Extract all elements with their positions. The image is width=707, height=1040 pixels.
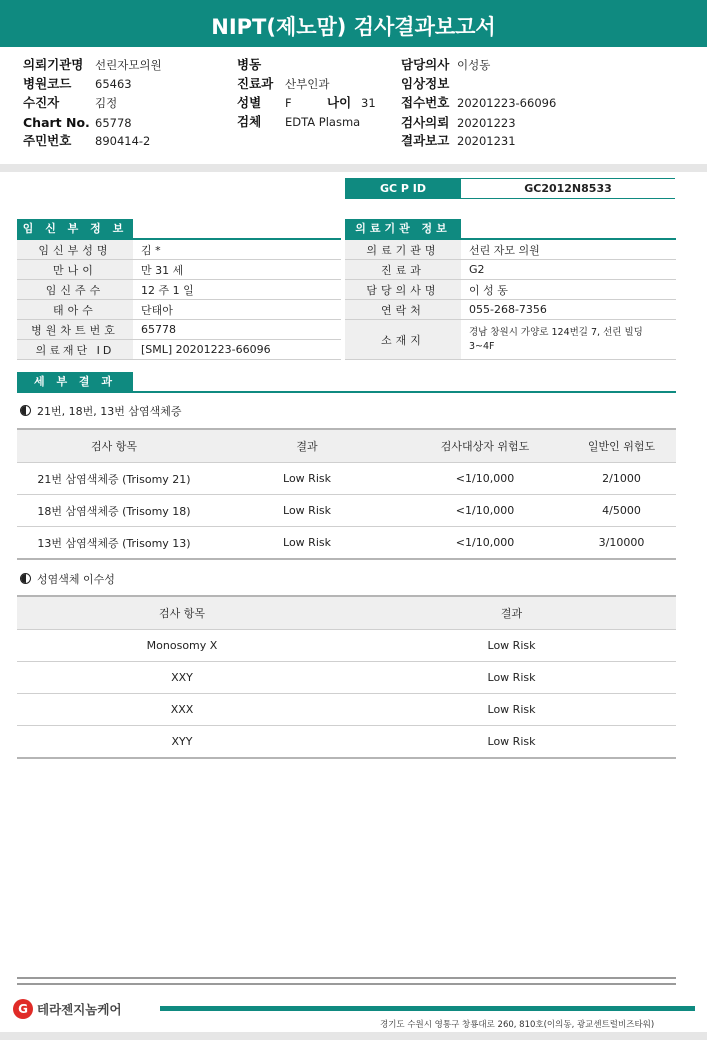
header-institution: 의뢰기관명 선린자모의원	[23, 57, 162, 72]
header-resident-no: 주민번호 890414-2	[23, 133, 151, 148]
logo-text: 테라젠지놈케어	[37, 1001, 122, 1017]
sex-chrom-heading: 성염색체 이수성	[20, 571, 115, 587]
detail-line	[17, 391, 676, 393]
table-row: 진료과 G2	[345, 260, 676, 280]
header-specimen: 검체 EDTA Plasma	[237, 114, 361, 129]
header-chart-no: Chart No. 65778	[23, 115, 132, 130]
footer-divider	[17, 983, 676, 985]
half-circle-icon	[20, 405, 31, 416]
pregnant-info-title: 임 신 부 정 보	[17, 219, 133, 238]
footer-accent-bar	[160, 1006, 695, 1011]
detail-title: 세 부 결 과	[17, 372, 133, 391]
table-row: XYY Low Risk	[17, 726, 676, 759]
header-hospital-code: 병원코드 65463	[23, 76, 132, 91]
header-sex: 성별 F 나이 31	[237, 95, 376, 110]
footer-divider	[17, 977, 676, 979]
table-row: 병원차트번호 65778	[17, 320, 341, 340]
gcpid-label: GC P ID	[345, 178, 461, 199]
table-row: 임신부성명 김 *	[17, 240, 341, 260]
table-row: 소재지 경남 창원시 가양로 124번길 7, 선린 빌딩 3~4F	[345, 320, 676, 360]
gcpid-value: GC2012N8533	[461, 178, 675, 199]
company-logo	[13, 998, 122, 1020]
table-row: XXX Low Risk	[17, 694, 676, 726]
header-clinical-info: 임상정보	[401, 76, 450, 91]
table-row: XXY Low Risk	[17, 662, 676, 694]
header-department: 진료과 산부인과	[237, 76, 330, 91]
table-row: 21번 삼염색체증 (Trisomy 21) Low Risk <1/10,000 2/1000	[17, 463, 676, 495]
table-row: 의료재단 ID [SML] 20201223-66096	[17, 340, 341, 360]
table-row: 담당의사명 이 성 동	[345, 280, 676, 300]
header-patient: 수진자 김정	[23, 95, 118, 110]
institution-info-table	[345, 240, 676, 360]
table-row: Monosomy X Low Risk	[17, 630, 676, 662]
page-bottom-band	[0, 1032, 707, 1040]
table-row: 의료기관명 선린 자모 의원	[345, 240, 676, 260]
table-row: 임신주수 12 주 1 일	[17, 280, 341, 300]
pregnant-info-table	[17, 240, 341, 360]
table-header-row: 검사 항목 결과 검사대상자 위험도 일반인 위험도	[17, 429, 676, 463]
table-row: 13번 삼염색체증 (Trisomy 13) Low Risk <1/10,000 3/10000	[17, 527, 676, 560]
header-request-date: 검사의뢰 20201223	[401, 115, 516, 130]
header-receipt-no: 접수번호 20201223-66096	[401, 95, 557, 110]
logo-mark-icon: G	[13, 999, 33, 1019]
footer-address: 경기도 수원시 영통구 창룡대로 260, 810호(이의동, 광교센트럴비즈타워)	[380, 1020, 655, 1030]
header-doctor: 담당의사 이성동	[401, 57, 491, 72]
trisomy-table	[17, 428, 676, 560]
half-circle-icon	[20, 573, 31, 584]
report-header	[0, 47, 707, 164]
header-ward: 병동	[237, 57, 262, 72]
header-divider	[0, 164, 707, 172]
report-title: NIPT(제노맘) 검사결과보고서	[0, 0, 707, 47]
gcpid-box	[345, 178, 675, 199]
header-report-date: 결과보고 20201231	[401, 133, 516, 148]
sex-chrom-table	[17, 595, 676, 759]
table-row: 태아수 단태아	[17, 300, 341, 320]
institution-info-title: 의료기관 정보	[345, 219, 461, 238]
table-header-row: 검사 항목 결과	[17, 596, 676, 630]
table-row: 연락처 055-268-7356	[345, 300, 676, 320]
table-row: 만나이 만 31 세	[17, 260, 341, 280]
trisomy-heading: 21번, 18번, 13번 삼염색체증	[20, 403, 181, 419]
table-row: 18번 삼염색체증 (Trisomy 18) Low Risk <1/10,000 4/5000	[17, 495, 676, 527]
